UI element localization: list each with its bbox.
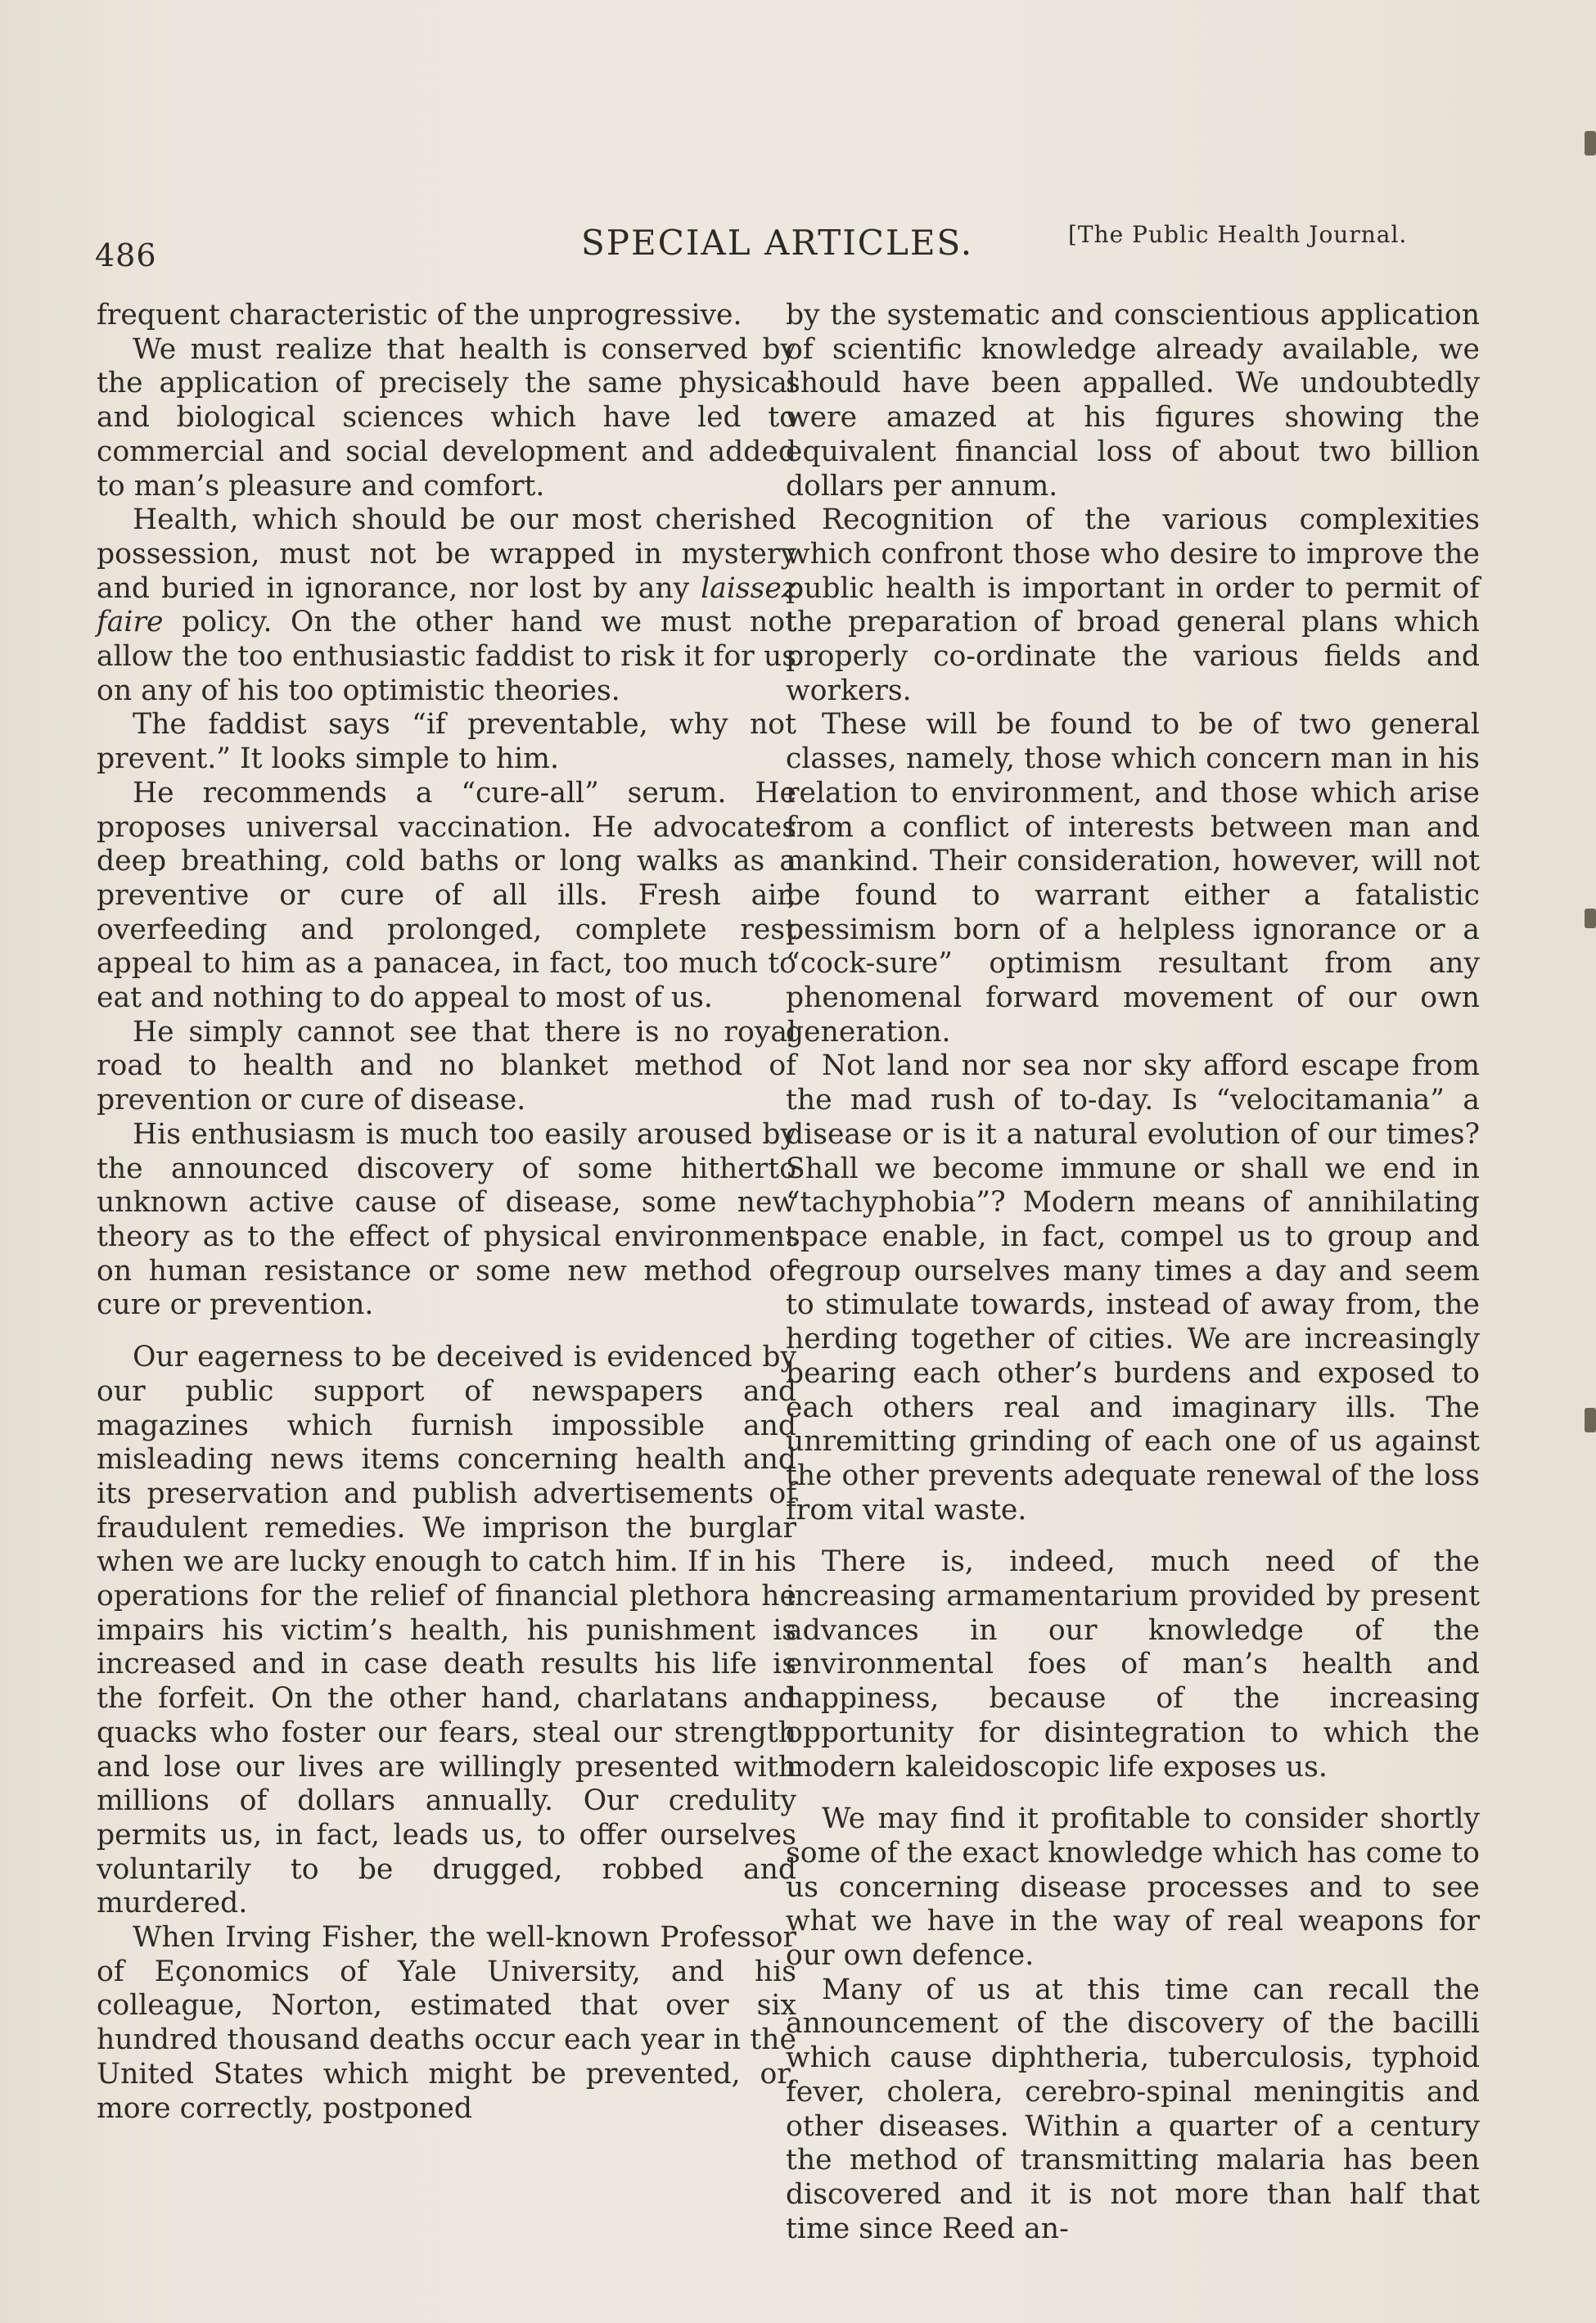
edge-shadow (1585, 131, 1596, 156)
paragraph: by the systematic and conscientious application of scientific knowledge already available, we should have been appalled. We undoubtedly were amazed at his figures showing the equivalent financial loss of about two billion dollars per annum. (786, 299, 1480, 503)
paragraph: He recommends a “cure-all” serum. He proposes universal vaccination. He advocates deep breathing, cold baths or long walks as a preventive or cure of all ills. Fresh air, overfeeding and prolonged, complete rest appeal to him as a panacea, in fact, too much to eat and nothing to do appeal to most of us. (97, 776, 796, 1015)
paragraph: There is, indeed, much need of the increasing armamentarium provided by present advances in our knowledge of the environmental foes of man’s health and happiness, because of the increasing opportunity for disintegration to which the modern kaleidoscopic life exposes us. (786, 1545, 1480, 1784)
paragraph: These will be found to be of two general classes, namely, those which concern man in his relation to environment, and those which arise from a conflict of interests between man and mankind. Their consideration, however, will not be found to warrant either a fatalistic pessimism born of a helpless ignorance or a “cock-sure” optimism resultant from any phenomenal forward movement of our own generation. (786, 708, 1480, 1049)
paragraph: We may find it profitable to consider shortly some of the exact knowledge which has come to us concerning disease processes and to see what we have in the way of real weapons for our own defence. (786, 1802, 1480, 1973)
paragraph: His enthusiasm is much too easily aroused by the announced discovery of some hitherto unknown active cause of disease, some new theory as to the effect of physical environment on human resistance or some new method of cure or prevention. (97, 1117, 796, 1322)
italic-term: laissez faire (97, 571, 796, 639)
running-title: SPECIAL ARTICLES. (581, 223, 974, 263)
paragraph: When Irving Fisher, the well-known Professor of Eçonomics of Yale University, and his colleague, Norton, estimated that over six hundred thousand deaths occur each year in the United States which might be prevented, or, more correctly, postponed (97, 1921, 796, 2125)
page-header (90, 214, 1449, 280)
paragraph: Many of us at this time can recall the announcement of the discovery of the bacilli which cause diphtheria, tuberculosis, typhoid fever, cholera, cerebro-spinal meningitis and other diseases. Within a quarter of a century the method of transmitting malaria has been discovered and it is not more than half that time since Reed an- (786, 1973, 1480, 2245)
paragraph: The faddist says “if preventable, why not prevent.” It looks simple to him. (97, 708, 796, 776)
paragraph: Our eagerness to be deceived is evidenced by our public support of newspapers and magazines which furnish impossible and misleading news items concerning health and its preservation and publish advertisements of fraudulent remedies. We imprison the burglar when we are lucky enough to catch him. If in his operations for the relief of financial plethora he impairs his victim’s health, his punishment is increased and in case death results his life is the forfeit. On the other hand, charlatans and quacks who foster our fears, steal our strength and lose our lives are willingly presented with millions of dollars annually. Our credulity permits us, in fact, leads us, to offer ourselves voluntarily to be drugged, robbed and murdered. (97, 1341, 796, 1920)
paragraph: Recognition of the various complexities which confront those who desire to improve the public health is important in order to permit of the preparation of broad general plans which properly co-ordinate the various fields and workers. (786, 503, 1480, 707)
text-run: Health, which should be our most cherished possession, must not be wrapped in mystery and buried in ignorance, nor lost by any (97, 503, 796, 605)
text-run: policy. On the other hand we must not allow the too enthusiastic faddist to risk it for us on any of his too optimistic theories. (97, 606, 796, 707)
edge-shadow (1585, 1408, 1596, 1432)
paragraph: Not land nor sea nor sky afford escape from the mad rush of to-day. Is “velocitamania” a disease or is it a natural evolution of our times? Shall we become immune or shall we end in “tachyphobia”? Modern means of annihilating space enable, in fact, compel us to group and regroup ourselves many times a day and seem to stimulate towards, instead of away from, the herding together of cities. We are increasingly bearing each other’s burdens and exposed to each others real and imaginary ills. The unremitting grinding of each one of us against the other prevents adequate renewal of the loss from vital waste. (786, 1049, 1480, 1527)
edge-shadow (1585, 909, 1596, 928)
left-column (97, 299, 796, 2126)
paragraph: We must realize that health is conserved by the application of precisely the same physical and biological sciences which have led to commercial and social development and added to man’s pleasure and comfort. (97, 332, 796, 503)
right-column (786, 299, 1480, 2246)
journal-name: [The Public Health Journal. (1068, 221, 1408, 248)
paragraph: He simply cannot see that there is no royal road to health and no blanket method of prevention or cure of disease. (97, 1015, 796, 1117)
paragraph: frequent characteristic of the unprogressive. (97, 299, 742, 332)
page-number: 486 (95, 237, 157, 273)
paragraph (97, 503, 796, 708)
